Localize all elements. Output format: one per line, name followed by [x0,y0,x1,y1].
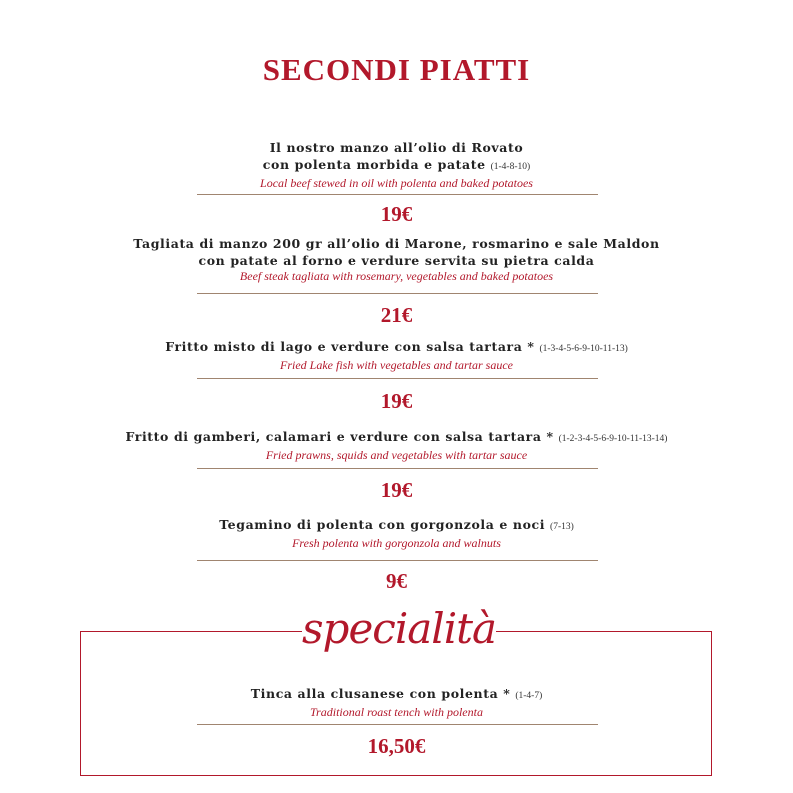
divider [197,378,598,379]
item-name [0,139,793,176]
item-allergens: (1-3-4-5-6-9-10-11-13) [539,344,628,354]
divider [197,194,598,195]
item-name [0,685,793,705]
item-name-line: con polenta morbida e patate [262,157,486,172]
menu-item [0,338,793,373]
menu-item [0,516,793,551]
item-allergens: (7-13) [550,522,574,532]
menu-item [0,139,793,191]
item-name [0,338,793,358]
item-name [0,516,793,536]
item-allergens: (1-2-3-4-5-6-9-10-11-13-14) [558,434,668,444]
item-name-line: Fritto di gamberi, calamari e verdure con salsa tartara * [125,429,554,444]
item-price: 19€ [380,389,413,413]
item-name-line: Il nostro manzo all’olio di Rovato [269,140,524,155]
item-english: Beef steak tagliata with rosemary, vegetables and baked potatoes [239,269,554,283]
item-english: Fresh polenta with gorgonzola and walnuts [292,536,501,550]
specialty-item [0,685,793,720]
divider [197,724,598,725]
item-name-line: Tegamino di polenta con gorgonzola e noci [219,517,546,532]
item-english: Fried Lake fish with vegetables and tartar sauce [280,358,513,372]
divider [197,560,598,561]
item-allergens: (1-4-8-10) [490,162,531,172]
page-title: SECONDI PIATTI [262,52,531,87]
item-name [0,428,793,448]
item-english: Traditional roast tench with polenta [310,705,483,719]
item-name-line: Tinca alla clusanese con polenta * [250,686,511,701]
item-name-line: con patate al forno e verdure servita su pietra calda [198,253,595,268]
item-allergens: (1-4-7) [515,691,543,701]
item-english: Local beef stewed in oil with polenta and baked potatoes [260,176,533,190]
specialty-heading: specialità [302,598,496,662]
item-name-line: Fritto misto di lago e verdure con salsa tartara * [165,339,535,354]
menu-item [0,428,793,463]
item-price: 9€ [386,569,407,593]
item-name [0,235,793,269]
item-english: Fried prawns, squids and vegetables with tartar sauce [265,448,528,462]
item-price: 21€ [380,303,413,327]
item-price: 16,50€ [367,734,426,758]
menu-item [0,235,793,284]
item-price: 19€ [380,202,413,226]
item-name-line: Tagliata di manzo 200 gr all’olio di Marone, rosmarino e sale Maldon [133,236,660,251]
item-price: 19€ [380,478,413,502]
divider [197,468,598,469]
divider [197,293,598,294]
